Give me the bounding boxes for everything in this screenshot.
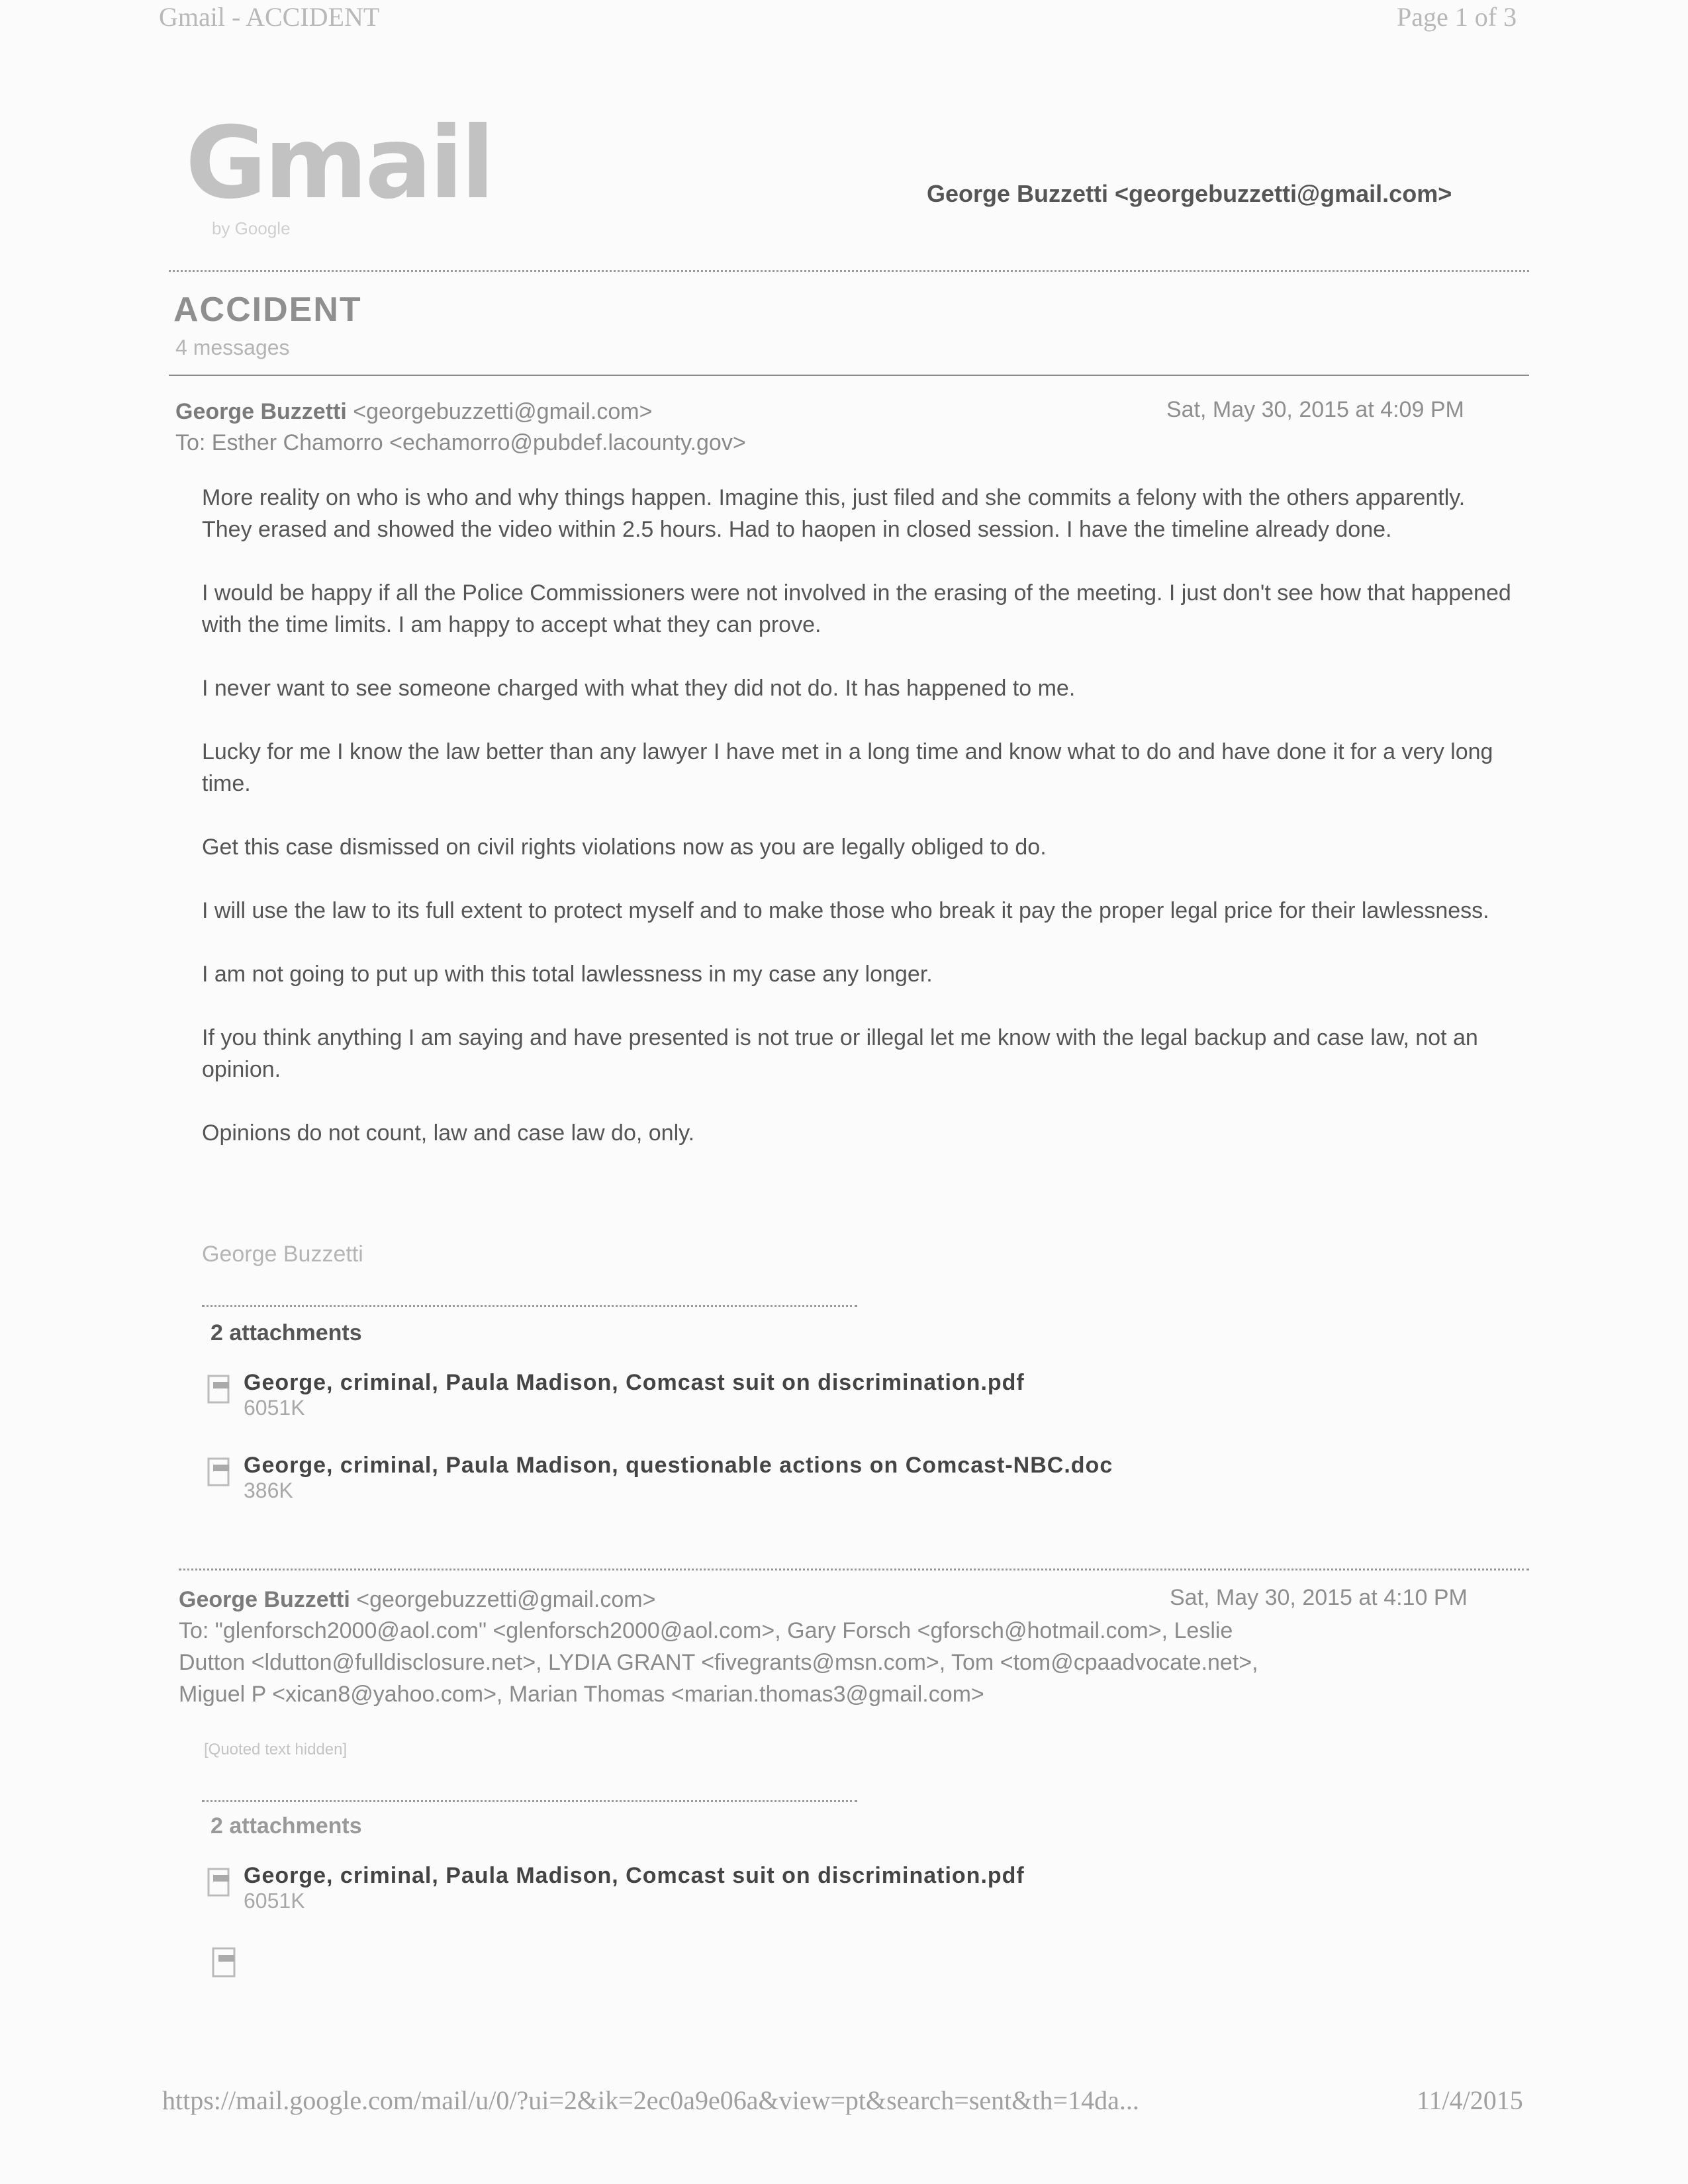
message-1-from-name: George Buzzetti [175, 399, 347, 424]
body-paragraph: Opinions do not count, law and case law do, only. [202, 1120, 695, 1146]
attachment-item[interactable] [207, 1863, 1025, 1913]
footer-url: https://mail.google.com/mail/u/0/?ui=2&ik=2ec0a9e06a&view=pt&search=sent&th=14da... [162, 2085, 1139, 2115]
print-header-page: Page 1 of 3 [1397, 2, 1517, 32]
recipients-line: Miguel P <xican8@yahoo.com>, Marian Thomas <marian.thomas3@gmail.com> [179, 1682, 984, 1707]
message-1-attachments-label: 2 attachments [211, 1320, 362, 1345]
recipients-line: To: "glenforsch2000@aol.com" <glenforsch2000@aol.com>, Gary Forsch <gforsch@hotmail.com>, Leslie [179, 1618, 1233, 1643]
attachment-name[interactable]: George, criminal, Paula Madison, Comcast suit on discrimination.pdf [244, 1370, 1025, 1395]
body-paragraph: More reality on who is who and why things happen. Imagine this, just filed and she commits a felony with the others apparently. They erased and showed the video within 2.5 hours. Had to haopen in closed session. I have the timeline already done. [202, 485, 1466, 542]
header-divider [169, 270, 1529, 272]
message-2-sender [179, 1584, 655, 1615]
body-paragraph: Lucky for me I know the law better than any lawyer I have met in a long time and know what to do and have done it for a very long time. [202, 739, 1493, 796]
gmail-logo-tagline: by Google [212, 218, 291, 238]
message-divider [179, 1569, 1529, 1570]
print-header-title: Gmail - ACCIDENT [159, 2, 380, 32]
subject-divider [169, 375, 1529, 376]
attachment-size: 6051K [244, 1396, 305, 1420]
message-2-from-name: George Buzzetti [179, 1587, 350, 1612]
file-icon [207, 1374, 234, 1408]
message-1-sender [175, 396, 652, 428]
footer-date: 11/4/2015 [1417, 2085, 1523, 2115]
attachment-name[interactable]: George, criminal, Paula Madison, questionable actions on Comcast-NBC.doc [244, 1453, 1113, 1478]
body-paragraph: I am not going to put up with this total lawlessness in my case any longer. [202, 962, 933, 987]
message-1-date: Sat, May 30, 2015 at 4:09 PM [1166, 397, 1464, 422]
message-2-from-email: <georgebuzzetti@gmail.com> [356, 1587, 656, 1612]
message-1-signature: George Buzzetti [202, 1242, 363, 1267]
attachment-size: 386K [244, 1479, 293, 1502]
quoted-text-toggle[interactable]: [Quoted text hidden] [204, 1741, 348, 1758]
message-count: 4 messages [175, 336, 290, 359]
message-2-date: Sat, May 30, 2015 at 4:10 PM [1170, 1585, 1468, 1610]
attachment-name[interactable]: George, criminal, Paula Madison, Comcast suit on discrimination.pdf [244, 1863, 1025, 1888]
gmail-logo: Gmail [185, 106, 492, 221]
message-2-recipients [179, 1615, 1529, 1710]
attachments-divider [202, 1800, 857, 1802]
body-paragraph: I never want to see someone charged with what they did not do. It has happened to me. [202, 676, 1076, 701]
file-icon [207, 1457, 234, 1491]
attachments-divider [202, 1305, 857, 1307]
body-paragraph: Get this case dismissed on civil rights violations now as you are legally obliged to do. [202, 835, 1047, 860]
attachment-item[interactable] [207, 1370, 1025, 1420]
body-paragraph: I would be happy if all the Police Commissioners were not involved in the erasing of the meeting. I just don't see how that happened with the time limits. I am happy to accept what they can prove. [202, 580, 1511, 637]
attachment-size: 6051K [244, 1889, 305, 1913]
message-2-attachments-label: 2 attachments [211, 1813, 362, 1839]
body-paragraph: I will use the law to its full extent to protect myself and to make those who break it pay the proper legal price for their lawlessness. [202, 898, 1489, 923]
message-1-from-email: <georgebuzzetti@gmail.com> [353, 399, 653, 424]
message-1-recipients: To: Esther Chamorro <echamorro@pubdef.lacounty.gov> [175, 430, 746, 455]
thread-subject: ACCIDENT [173, 291, 362, 329]
file-icon [207, 1867, 234, 1901]
recipients-line: Dutton <ldutton@fulldisclosure.net>, LYDIA GRANT <fivegrants@msn.com>, Tom <tom@cpaadvocate.net>, [179, 1650, 1258, 1675]
file-icon [211, 1946, 241, 1983]
account-label: George Buzzetti <georgebuzzetti@gmail.com> [927, 180, 1452, 207]
attachment-item[interactable] [207, 1453, 1113, 1503]
body-paragraph: If you think anything I am saying and have presented is not true or illegal let me know with the legal backup and case law, not an opinion. [202, 1025, 1478, 1082]
message-1-body [202, 482, 1519, 1181]
